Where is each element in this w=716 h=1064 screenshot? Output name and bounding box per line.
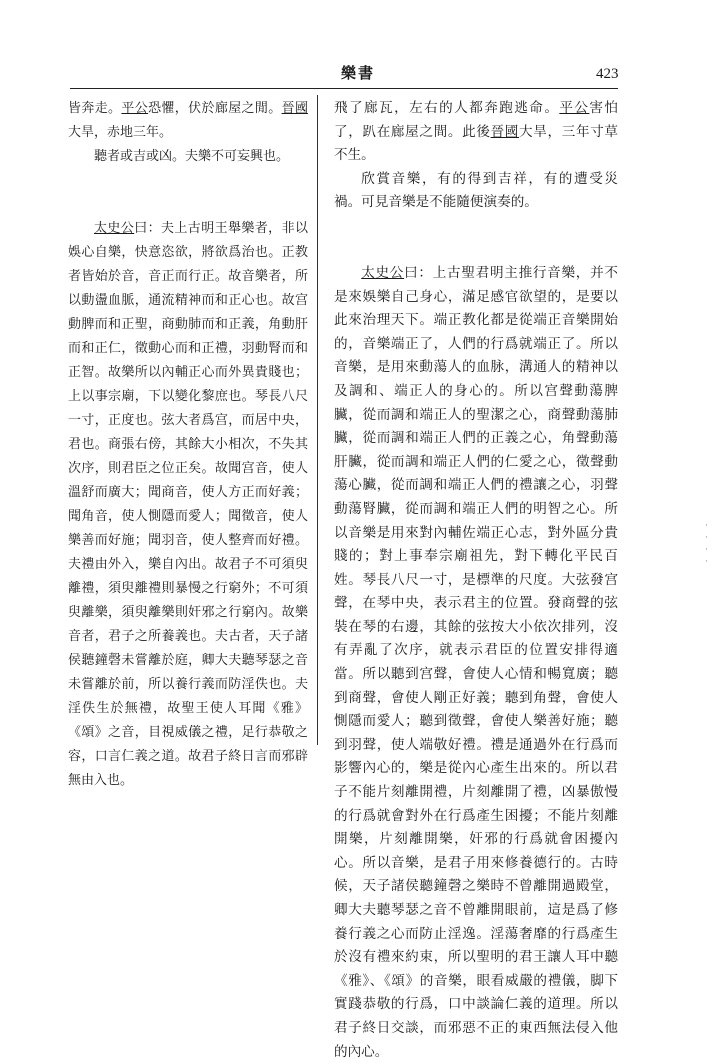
- text-run: 曰：夫上古明王舉樂者，非以娛心自樂，快意恣欲，將欲爲治也。正教者皆始於音，音正而行正。故音樂者，所以動盪血脈，通流精神而和正心也。故宫動脾而和正聖，商動肺而和正義，角動肝而和正仁，徵動心而和正禮，羽動腎而和正智。故樂所以內輔正心而外異貴賤也；上以事宗廟，下以變化黎庶也。琴長八尺一寸，正度也。弦大者爲宫，而居中央，君也。商張右傍，其餘大小相次，不失其次序，則君臣之位正矣。故聞宫音，使人溫舒而廣大；聞商音，使人方正而好義；聞角音，使人惻隱而愛人；聞徵音，使人樂善而好施；聞羽音，使人整齊而好禮。夫禮由外入，樂自內出。故君子不可須臾離禮，須臾離禮則暴慢之行窮外；不可須臾離樂，須臾離樂則奸邪之行窮內。故樂音者，君子之所養義也。夫古者，天子諸侯聽鐘磬未嘗離於庭，卿大夫聽琴瑟之音未嘗離於前，所以養行義而防淫佚也。夫淫佚生於無禮，故聖王使人耳聞《雅》《頌》之音，目視威儀之禮，足行恭敬之容，口言仁義之道。故君子終日言而邪辟無由入也。: [68, 221, 308, 788]
- header-rule: [70, 88, 618, 89]
- page-number: 423: [596, 66, 619, 82]
- translation-text-column: [334, 97, 618, 1064]
- text-run: 飛了廊瓦，左右的人都奔跑逃命。: [334, 100, 560, 116]
- text-run: 大旱，赤地三年。: [68, 125, 173, 140]
- classical-paragraph-3: [68, 217, 308, 793]
- scan-edge-marks: · · · ·: [705, 521, 708, 567]
- proper-name: 平公: [559, 100, 590, 116]
- proper-name: 平公: [121, 101, 149, 116]
- column-divider: [317, 95, 318, 745]
- classical-paragraph-2: 聽者或吉或凶。夫樂不可妄興也。: [94, 149, 290, 164]
- paragraph-gap: [334, 215, 618, 262]
- classical-text-column: [68, 97, 308, 793]
- running-head-title: 樂書: [340, 64, 375, 82]
- classical-paragraph-1: [68, 97, 308, 145]
- proper-name: 太史公: [94, 221, 135, 236]
- text-run: 害怕了，趴在廊屋之間。此後: [334, 100, 619, 140]
- text-run: 曰：上古聖君明主推行音樂，并不是來娛樂自己身心，滿足感官欲望的，是要以此來治理天下。端正教化都是從端正音樂開始的，音樂端正了，人們的行爲就端正了。所以音樂，是用來動蕩人的血脉，溝通人的精神以及調和、端正人的身心的。所以宫聲動蕩脾臟，從而調和端正人的聖潔之心，商聲動蕩肺臟，從而調和端正人們的正義之心，角聲動蕩肝臟，從而調和端正人們的仁愛之心，徵聲動蕩心臟，從而調和端正人們的禮讓之心，羽聲動蕩腎臟，從而調和端正人們的明智之心。所以音樂是用來對內輔佐端正心志，對外區分貴賤的；對上事奉宗廟祖先，對下轉化平民百姓。琴長八尺一寸，是標準的尺度。大弦發宫聲，在琴中央，表示君主的位置。發商聲的弦裝在琴的右邊，其餘的弦按大小依次排列，沒有弄亂了次序，就表示君臣的位置安排得適當。所以聽到宫聲，會使人心情和暢寬廣；聽到商聲，會使人剛正好義；聽到角聲，會使人惻隱而愛人；聽到徵聲，會使人樂善好施；聽到羽聲，使人端敬好禮。禮是通過外在行爲而影響內心的，樂是從內心產生出來的。所以君子不能片刻離開禮，片刻離開了禮，凶暴傲慢的行爲就會對外在行爲產生困擾；不能片刻離開樂，片刻離開樂，奸邪的行爲就會困擾內心。所以音樂，是君子用來修養德行的。古時候，天子諸侯聽鐘磬之樂時不曾離開過殿堂，卿大夫聽琴瑟之音不曾離開眼前，這是爲了修養行義之心而防止淫逸。淫蕩奢靡的行爲產生於沒有禮來約束，所以聖明的君王讓人耳中聽《雅》、《頌》的音樂，眼看威嚴的禮儀，脚下實踐恭敬的行爲，口中談論仁義的道理。所以君子終日交談，而邪惡不正的東西無法侵入他的內心。: [334, 264, 618, 1060]
- proper-name: 太史公: [361, 264, 405, 281]
- translation-paragraph-3: [334, 262, 618, 1064]
- translation-paragraph-1: [334, 97, 618, 168]
- proper-name: 晉國: [490, 123, 520, 140]
- text-run: 大旱，三年寸草不生。: [334, 123, 619, 164]
- translation-paragraph-2: 欣賞音樂，有的得到吉祥，有的遭受災禍。可見音樂是不能隨便演奏的。: [334, 170, 618, 211]
- text-run: 皆奔走。: [68, 101, 122, 116]
- text-run: 恐懼，伏於廊屋之閒。: [148, 101, 282, 116]
- paragraph-gap: [68, 169, 308, 217]
- proper-name: 晉國: [281, 101, 308, 116]
